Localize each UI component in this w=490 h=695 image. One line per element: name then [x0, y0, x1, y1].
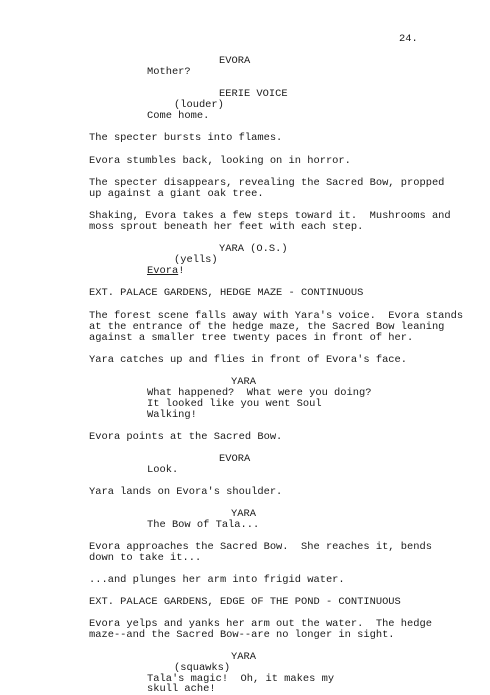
- dialogue-line: Mother?: [147, 66, 191, 78]
- dialogue-line: Look.: [147, 464, 179, 476]
- action-line: Evora approaches the Sacred Bow. She reaches it, bends: [89, 541, 432, 553]
- dialogue-line: Walking!: [147, 409, 197, 421]
- scene-heading: EXT. PALACE GARDENS, EDGE OF THE POND - CONTINUOUS: [89, 596, 401, 608]
- action-line: Evora stumbles back, looking on in horror.: [89, 155, 351, 167]
- dialogue-line: skull ache!: [147, 683, 216, 695]
- action-line: maze--and the Sacred Bow--are no longer in sight.: [89, 629, 395, 641]
- underlined-word: Evora: [147, 265, 179, 277]
- dialogue-line: [147, 266, 184, 277]
- action-line: up against a giant oak tree.: [89, 188, 264, 200]
- parenthetical: (louder): [174, 99, 224, 111]
- character-cue: EERIE VOICE: [219, 88, 288, 100]
- dialogue-line: What happened? What were you doing?: [147, 387, 372, 399]
- dialogue-line: The Bow of Tala...: [147, 519, 260, 531]
- dialogue-line: It looked like you went Soul: [147, 398, 322, 410]
- character-cue: YARA: [231, 508, 256, 520]
- action-line: The specter bursts into flames.: [89, 132, 283, 144]
- action-line: Evora points at the Sacred Bow.: [89, 431, 283, 443]
- action-line: Evora yelps and yanks her arm out the water. The hedge: [89, 618, 432, 630]
- page-number: 24.: [399, 33, 418, 45]
- parenthetical: (squawks): [174, 662, 231, 674]
- action-line: moss sprout beneath her feet with each step.: [89, 221, 364, 233]
- scene-heading: EXT. PALACE GARDENS, HEDGE MAZE - CONTINUOUS: [89, 287, 364, 299]
- action-line: The specter disappears, revealing the Sacred Bow, propped: [89, 177, 445, 189]
- action-line: Yara catches up and flies in front of Evora's face.: [89, 354, 408, 366]
- character-cue: YARA: [231, 376, 256, 388]
- character-cue: EVORA: [219, 453, 251, 465]
- dialogue-suffix: !: [178, 265, 185, 277]
- action-line: down to take it...: [89, 552, 202, 564]
- dialogue-line: Come home.: [147, 110, 210, 122]
- dialogue-line: Tala's magic! Oh, it makes my: [147, 673, 335, 685]
- action-line: ...and plunges her arm into frigid water.: [89, 574, 345, 586]
- character-cue: YARA: [231, 651, 256, 663]
- character-cue: YARA (O.S.): [219, 243, 288, 255]
- action-line: at the entrance of the hedge maze, the Sacred Bow leaning: [89, 321, 445, 333]
- parenthetical: (yells): [174, 254, 218, 266]
- action-line: Yara lands on Evora's shoulder.: [89, 486, 283, 498]
- action-line: Shaking, Evora takes a few steps toward it. Mushrooms and: [89, 210, 451, 222]
- action-line: The forest scene falls away with Yara's voice. Evora stands: [89, 310, 464, 322]
- character-cue: EVORA: [219, 55, 251, 67]
- action-line: against a smaller tree twenty paces in front of her.: [89, 332, 414, 344]
